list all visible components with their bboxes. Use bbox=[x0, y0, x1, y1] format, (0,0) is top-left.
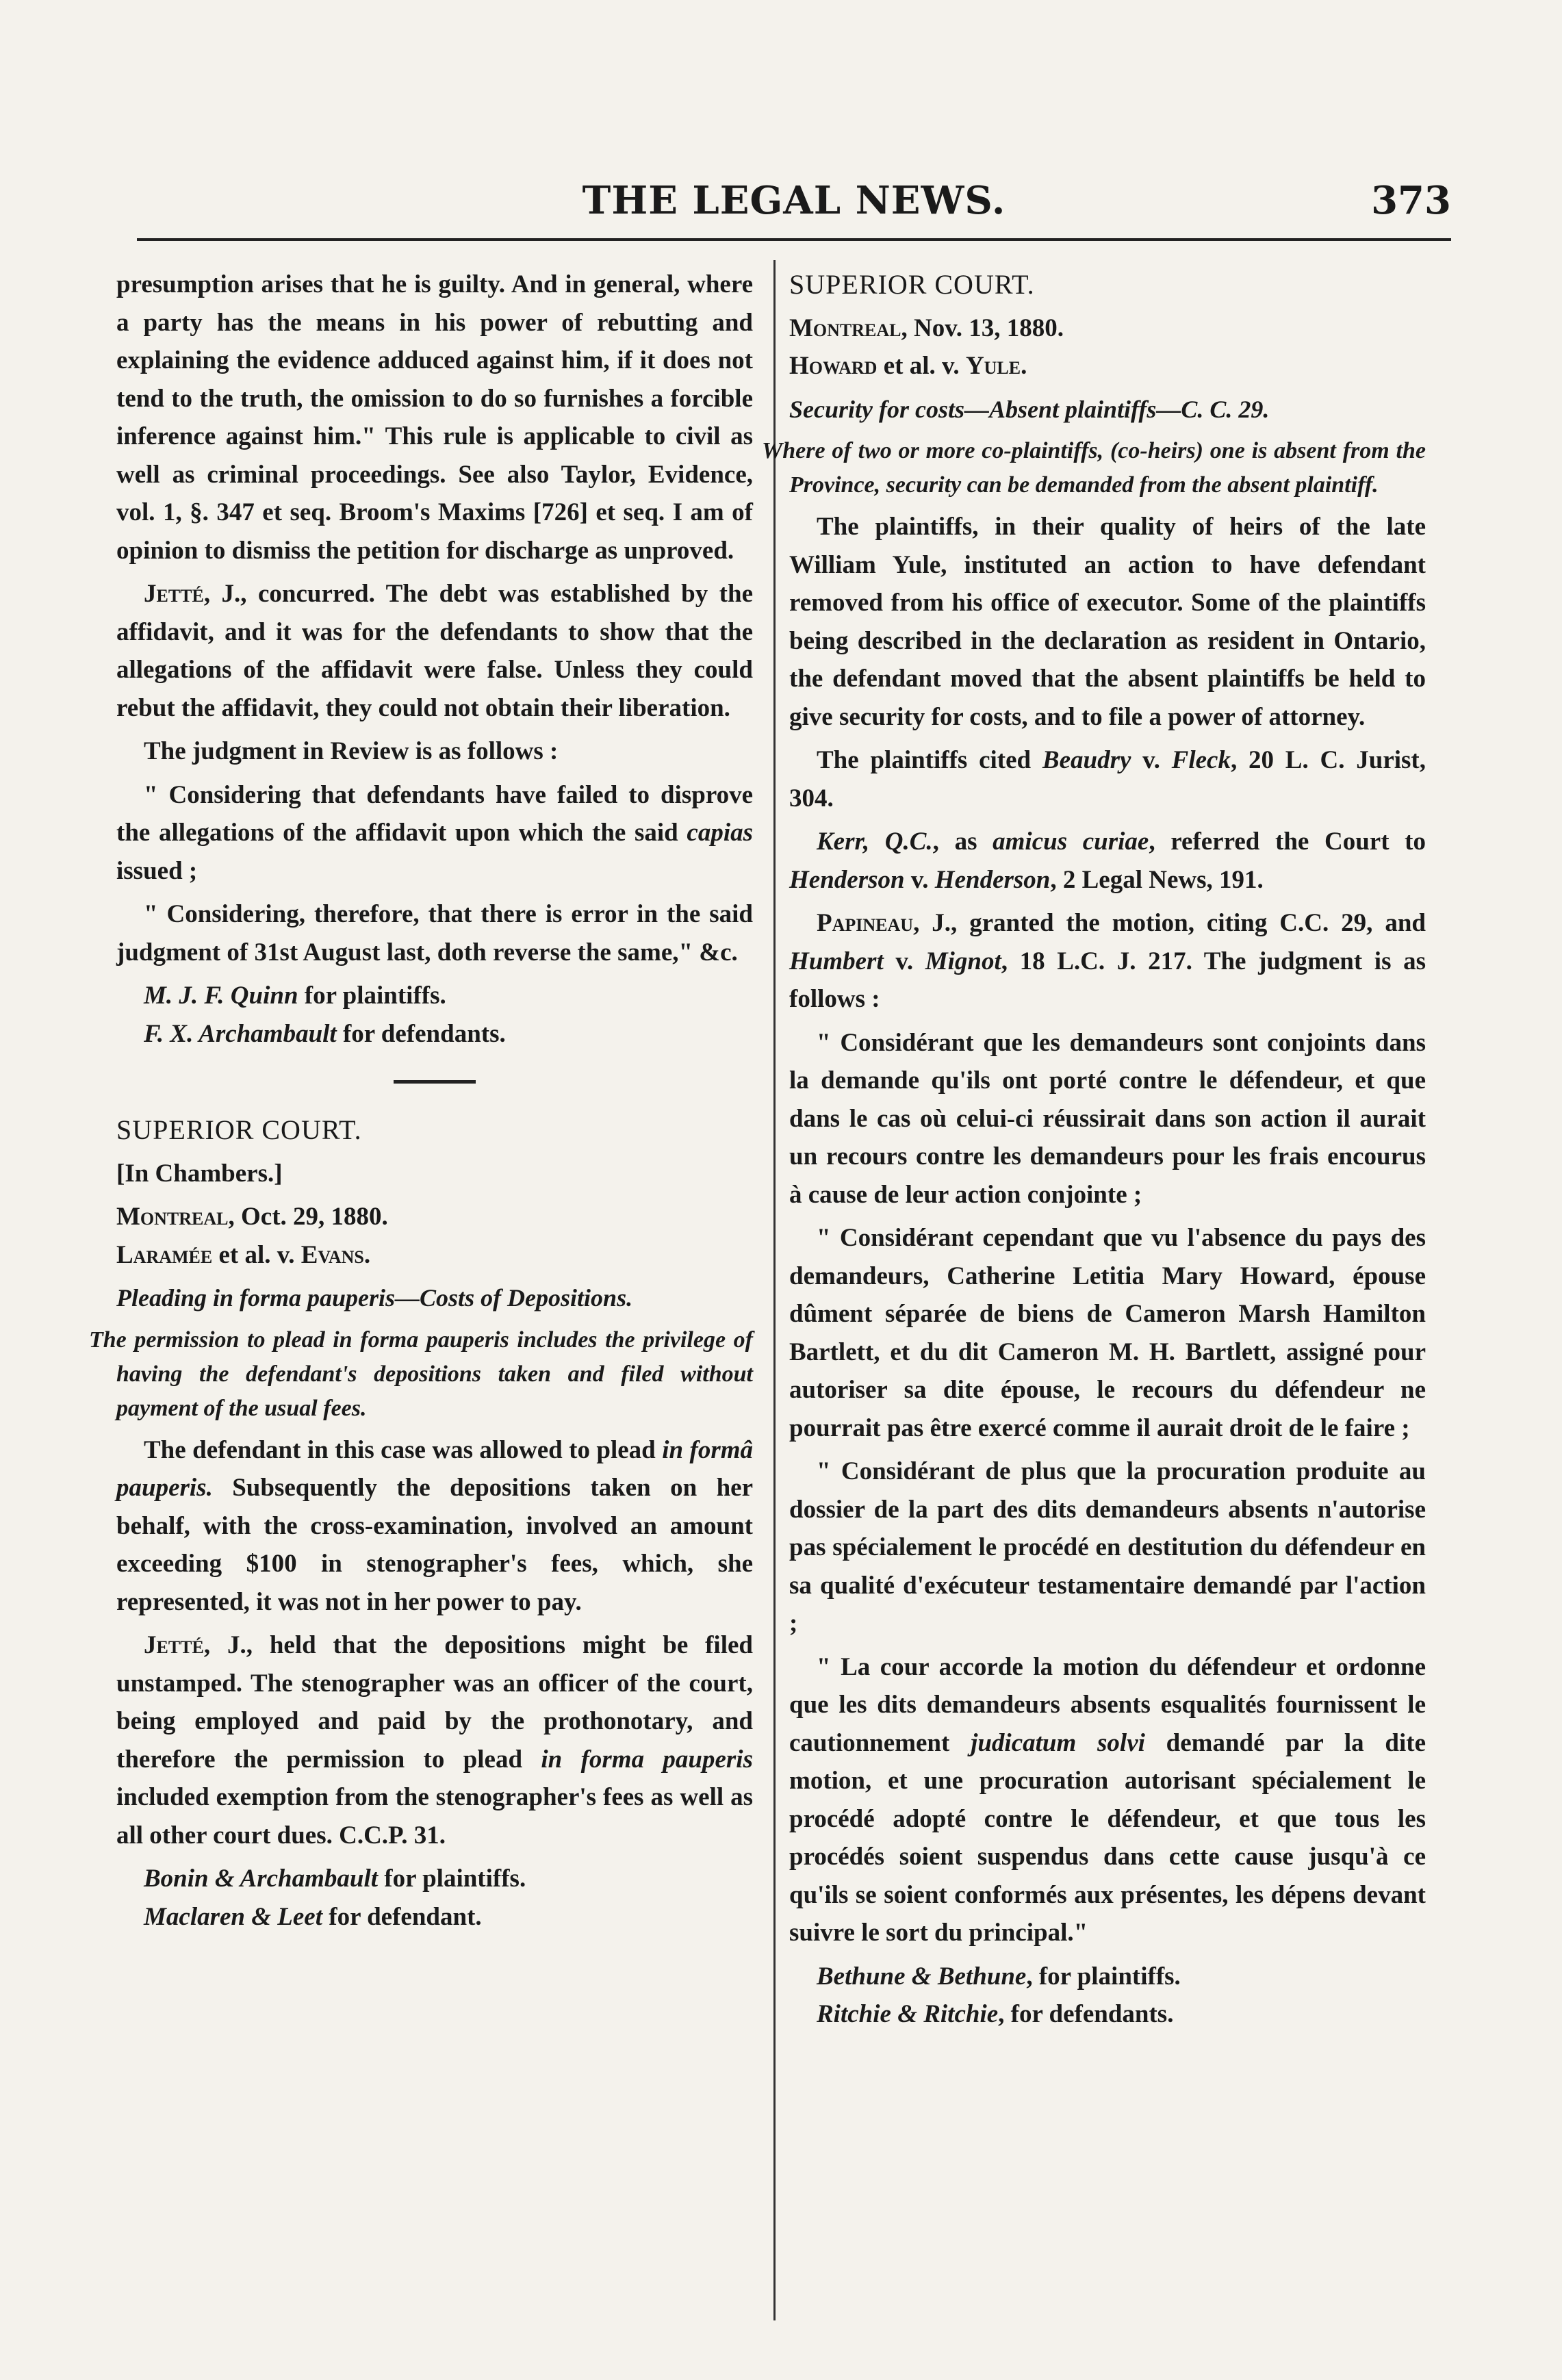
paragraph: The defendant in this case was allowed to plead in formâ pauperis. Subsequently the depositions taken on her behalf, with the cross-examination, involved an amount exceeding $100 in stenographer's fees, which, she represented, it was not in her power to pay. bbox=[116, 1435, 754, 1616]
running-head: THE LEGAL NEWS. bbox=[582, 178, 1006, 223]
court-heading: SUPERIOR COURT. bbox=[789, 269, 1035, 300]
paragraph: presumption arises that he is guilty. And in general, where a party has the means in his power of rebutting and explaining the evidence adduced against him, if it does not tend to the truth, the omission to do so furnishes a forcible inference against him." This rule is applicable to civil as well as criminal proceedings. See also Taylor, Evidence, vol. 1, §. 347 et seq. Broom's Maxims [726] et seq. I am of opinion to dismiss the petition for discharge as unproved. bbox=[116, 270, 753, 565]
counsel-line: Maclaren & Leet for defendant. bbox=[144, 1902, 482, 1931]
counsel-line: F. X. Archambault for defendants. bbox=[144, 1019, 506, 1048]
quote-paragraph: " Considering that defendants have failed to disprove the allegations of the affidavit upon which the said capias issued ; bbox=[116, 780, 753, 885]
case-date: Montreal, Oct. 29, 1880. bbox=[116, 1203, 388, 1231]
quote-paragraph: " Considérant cependant que vu l'absence du pays des demandeurs, Catherine Letitia Mary Howard, épouse dûment séparée de biens de Cameron Marsh Hamilton Bartlett, et du dit Cameron M. H. Bartlett, assigné pour autoriser sa dite épouse, le recours du défendeur ne pourrait pas être exercé comme il aurait droit de le faire ; bbox=[789, 1224, 1426, 1442]
page-header bbox=[137, 171, 1451, 233]
judge-name: Jetté, J. bbox=[144, 580, 241, 608]
paragraph: Kerr, Q.C., as amicus curiae, referred the Court to Henderson v. Henderson, 2 Legal News, 191. bbox=[789, 828, 1426, 894]
quote-paragraph: " Considérant de plus que la procuration produite au dossier de la part des dits demandeurs absents n'autorise pas spécialement le procédé en destitution du défendeur en sa qualité d'exécuteur testamentaire demandé par l'action ; bbox=[789, 1457, 1426, 1637]
counsel-line: Bonin & Archambault for plaintiffs. bbox=[144, 1865, 526, 1893]
court-heading: SUPERIOR COURT. bbox=[116, 1114, 362, 1145]
column-divider bbox=[773, 260, 776, 2320]
counsel-line: Bethune & Bethune, for plaintiffs. bbox=[817, 1962, 1181, 1991]
quote-paragraph: " La cour accorde la motion du défendeur et ordonne que les dits demandeurs absents esqualités fournissent le cautionnement judicatum solvi demandé par la dite motion, et une procuration autorisant spécialement le procédé adopté contre le défendeur, et que tous les procédés soient suspendus dans cette cause jusqu'à ce qu'ils se soient conformés aux présentes, les dépens devant suivre le sort du principal." bbox=[789, 1652, 1426, 1947]
page-number: 373 bbox=[1371, 178, 1451, 223]
case-subject: Security for costs—Absent plaintiffs—C. C. 29. bbox=[789, 395, 1270, 423]
chambers-note: [In Chambers.] bbox=[116, 1159, 283, 1188]
case-title: Howard et al. v. Yule. bbox=[789, 352, 1027, 380]
case-subject: Pleading in forma pauperis—Costs of Depositions. bbox=[116, 1284, 633, 1311]
case-headnote: Where of two or more co-plaintiffs, (co-heirs) one is absent from the Province, security can be demanded from the absent plaintiff. bbox=[762, 438, 1426, 498]
paragraph: The plaintiffs cited Beaudry v. Fleck, 20 L. C. Jurist, 304. bbox=[789, 746, 1426, 812]
header-rule bbox=[137, 238, 1451, 241]
counsel-line: M. J. F. Quinn for plaintiffs. bbox=[144, 982, 446, 1010]
case-headnote: The permission to plead in forma pauperis includes the privilege of having the defendant's depositions taken and filed without payment of the usual fees. bbox=[89, 1327, 753, 1421]
paragraph: Jetté, J., concurred. The debt was established by the affidavit, and it was for the defendants to show that the allegations of the affidavit were false. Unless they could rebut the affidavit, they could not obtain their liberation. bbox=[116, 580, 753, 722]
quote-paragraph: " Considérant que les demandeurs sont conjoints dans la demande qu'ils ont porté contre le défendeur, et que dans le cas où celui-ci réussirait dans son action il aurait un recours contre les demandeurs pour les frais encourus à cause de leur action conjointe ; bbox=[789, 1028, 1426, 1209]
counsel-line: Ritchie & Ritchie, for defendants. bbox=[817, 2000, 1174, 2028]
paragraph: The plaintiffs, in their quality of heirs of the late William Yule, instituted an action to have defendant removed from his office of executor. Some of the plaintiffs being described in the declaration as resident in Ontario, the defendant moved that the absent plaintiffs be held to give security for costs, and to file a power of attorney. bbox=[789, 513, 1426, 731]
paragraph: Papineau, J., granted the motion, citing C.C. 29, and Humbert v. Mignot, 18 L.C. J. 217. The judgment is as follows : bbox=[789, 909, 1426, 1013]
case-date: Montreal, Nov. 13, 1880. bbox=[789, 314, 1064, 342]
section-rule bbox=[394, 1080, 476, 1084]
paragraph: The judgment in Review is as follows : bbox=[144, 737, 559, 765]
quote-paragraph: " Considering, therefore, that there is error in the said judgment of 31st August last, doth reverse the same," &c. bbox=[116, 900, 753, 967]
paragraph: Jetté, J., held that the depositions might be filed unstamped. The stenographer was an officer of the court, being employed and paid by the prothonotary, and therefore the permission to plead in forma pauperis included exemption from the stenographer's fees as well as all other court dues. C.C.P. 31. bbox=[116, 1631, 753, 1850]
case-title: Laramée et al. v. Evans. bbox=[116, 1240, 371, 1269]
left-column bbox=[89, 266, 754, 1936]
right-column bbox=[762, 266, 1426, 2034]
